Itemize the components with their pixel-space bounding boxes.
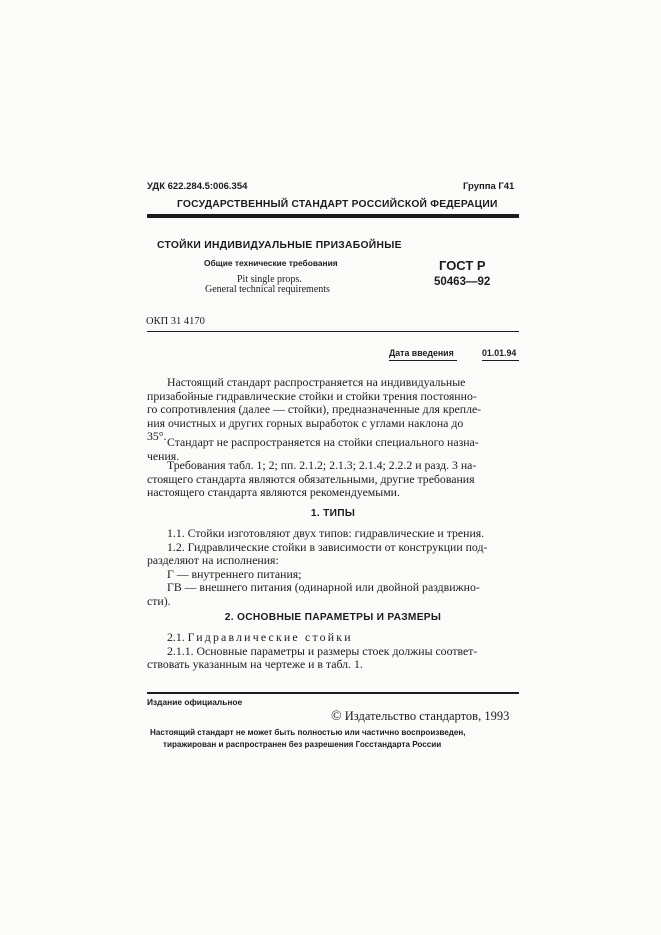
clause-number: 2.1. [167,630,185,644]
text-line [147,631,519,645]
document-subtitle-ru: Общие технические требования [204,258,338,268]
gost-label: ГОСТ Р [439,258,486,273]
text-line: ния очистных и других горных выработок с углами наклона до [147,415,464,430]
reproduction-notice-line-2: тиражирован и распространен без разрешения Госстандарта России [163,740,442,749]
intro-date-value: 01.01.94 [482,348,517,358]
section-2-title: 2. ОСНОВНЫЕ ПАРАМЕТРЫ И РАЗМЕРЫ [224,612,442,623]
section-1-body [147,527,519,609]
document-title: СТОЙКИ ИНДИВИДУАЛЬНЫЕ ПРИЗАБОЙНЫЕ [157,240,402,251]
text-line: ствовать указанным на чертеже и в табл. 1. [147,657,363,672]
gost-number: 50463—92 [434,276,491,288]
text-line: 1.2. Гидравлические стойки в зависимости от конструкции под- [167,539,488,554]
udk-code: УДК 622.284.5:006.354 [147,181,248,192]
text-line: го сопротивления (далее — стойки), предназначенные для крепле- [147,402,482,417]
text-line: Требования табл. 1; 2; пп. 2.1.2; 2.1.3; 2.1.4; 2.2.2 и разд. 3 на- [167,458,477,472]
text-line: Стандарт не распространяется на стойки специального назна- [167,435,479,449]
copyright-text: Издательство стандартов, 1993 [344,709,510,723]
footer-rule [147,692,519,694]
intro-date-underline-1 [389,360,457,361]
text-line: 2.1.1. Основные параметры и размеры стоек должны соответ- [167,643,478,658]
text-line: разделяют на исполнения: [147,553,279,568]
text-line: призабойные гидравлические стойки и стойки трения постоянно- [147,388,477,403]
header-rule [147,214,519,218]
clause-heading: Гидравлические стойки [187,630,353,644]
section-1-title: 1. ТИПЫ [310,508,356,519]
copyright-symbol: © [331,709,342,724]
text-line: стоящего стандарта являются обязательными, другие требования [147,471,475,486]
text-line: 35°. [147,429,167,444]
group-code: Группа Г41 [463,181,515,192]
intro-paragraph-1 [147,376,519,444]
text-line: Г — внутреннего питания; [167,566,302,581]
intro-date-underline-2 [482,360,519,361]
state-standard-heading: ГОСУДАРСТВЕННЫЙ СТАНДАРТ РОССИЙСКОЙ ФЕДЕРАЦИИ [177,199,498,210]
intro-paragraph-3 [147,459,519,500]
document-title-en: Pit single props. [237,274,302,285]
text-line: ГВ — внешнего питания (одинарной или двойной раздвижно- [167,580,480,595]
official-edition-label: Издание официальное [147,697,243,707]
text-line: Настоящий стандарт распространяется на индивидуальные [167,375,466,389]
copyright-line [331,709,509,725]
document-subtitle-en: General technical requirements [205,284,330,295]
okp-code: ОКП 31 4170 [146,316,205,327]
text-line: чения. [147,448,180,463]
intro-date-label: Дата введения [389,348,454,358]
text-line: настоящего стандарта являются рекомендуемыми. [147,485,400,500]
text-line: 1.1. Стойки изготовляют двух типов: гидравлические и трения. [167,526,485,540]
section-2-body [147,631,519,672]
okp-rule [147,331,519,332]
reproduction-notice-line-1: Настоящий стандарт не может быть полностью или частично воспроизведен, [150,728,466,737]
text-line: сти). [147,593,171,608]
